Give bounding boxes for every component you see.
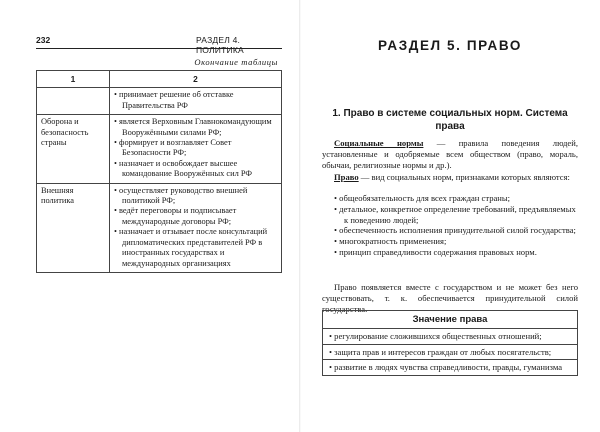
law-features-list — [334, 193, 578, 258]
section-title: РАЗДЕЛ 5. ПРАВО — [377, 38, 523, 53]
table-cell-area: Оборона и безопасность страны — [37, 115, 110, 183]
list-item: • многократность применения; — [334, 236, 447, 247]
right-page — [300, 0, 600, 432]
power-item: • назначает и освобождает высшее командование Вооружённых сил РФ — [114, 158, 252, 179]
definition-text: — вид социальных норм, признаками которых являются: — [358, 172, 570, 182]
table-header-row — [37, 71, 282, 88]
box-item: • развитие в людях чувства справедливости, правды, гуманизма — [329, 362, 563, 373]
definition-social-norms — [322, 138, 578, 170]
table-cell-area — [37, 88, 110, 115]
table-header-cell: 2 — [110, 71, 282, 88]
chapter-title: 1. Право в системе социальных норм. Система права — [332, 108, 568, 132]
list-item: • обеспеченность исполнения принудительной силой государства; — [334, 225, 576, 236]
box-item: • защита прав и интересов граждан от любых посягательств; — [323, 345, 577, 361]
term-law: Право — [334, 172, 359, 182]
running-title: РАЗДЕЛ 4. ПОЛИТИКА — [196, 35, 244, 55]
running-header — [36, 35, 282, 55]
law-significance-box — [322, 310, 578, 376]
definition-law — [322, 172, 578, 183]
box-title: Значение права — [323, 311, 577, 329]
power-item: • принимает решение об отставке Правительства РФ — [114, 90, 234, 110]
term-social-norms: Социальные нормы — [334, 138, 424, 148]
powers-table — [36, 70, 282, 273]
paragraph-law-and-state: Право появляется вместе с государством и не может без него существовать, т. к. обеспечивается принудительной силой государства. — [322, 282, 578, 314]
table-row — [37, 115, 282, 183]
list-item: • принцип справедливости содержания правовых норм. — [334, 246, 537, 257]
header-rule — [36, 48, 282, 49]
table-cell-area: Внешняя политика — [37, 183, 110, 272]
power-item: • является Верховным Главнокомандующим Вооружёнными силами РФ; — [114, 117, 272, 137]
page-number: 232 — [36, 35, 51, 45]
table-header-cell: 1 — [37, 71, 110, 88]
power-item: • осуществляет руководство внешней политикой РФ; — [114, 185, 248, 206]
list-item: • общеобязательность для всех граждан страны; — [334, 193, 511, 203]
power-item: • формирует и возглавляет Совет Безопасности РФ; — [114, 138, 232, 158]
power-item: • ведёт переговоры и подписывает международные договоры РФ; — [114, 206, 237, 226]
definition-text: — правила поведения людей, установленные и одобряемые всем обществом (право, мораль, обычаи, религиозные нормы и др.). — [322, 138, 578, 170]
table-row — [37, 183, 282, 272]
table-row — [37, 88, 282, 115]
list-item: • детальное, конкретное определение требований, предъявляемых к поведению людей; — [334, 203, 576, 225]
power-item: • назначает и отзывает после консультаций дипломатических представителей РФ в иностранных государствах и международных организациях — [114, 227, 268, 268]
table-caption: Окончание таблицы — [194, 57, 278, 67]
table-cell-powers — [110, 183, 282, 272]
box-item: • регулирование сложившихся общественных отношений; — [323, 329, 577, 345]
table-cell-powers — [110, 115, 282, 183]
table-cell-powers — [110, 88, 282, 115]
